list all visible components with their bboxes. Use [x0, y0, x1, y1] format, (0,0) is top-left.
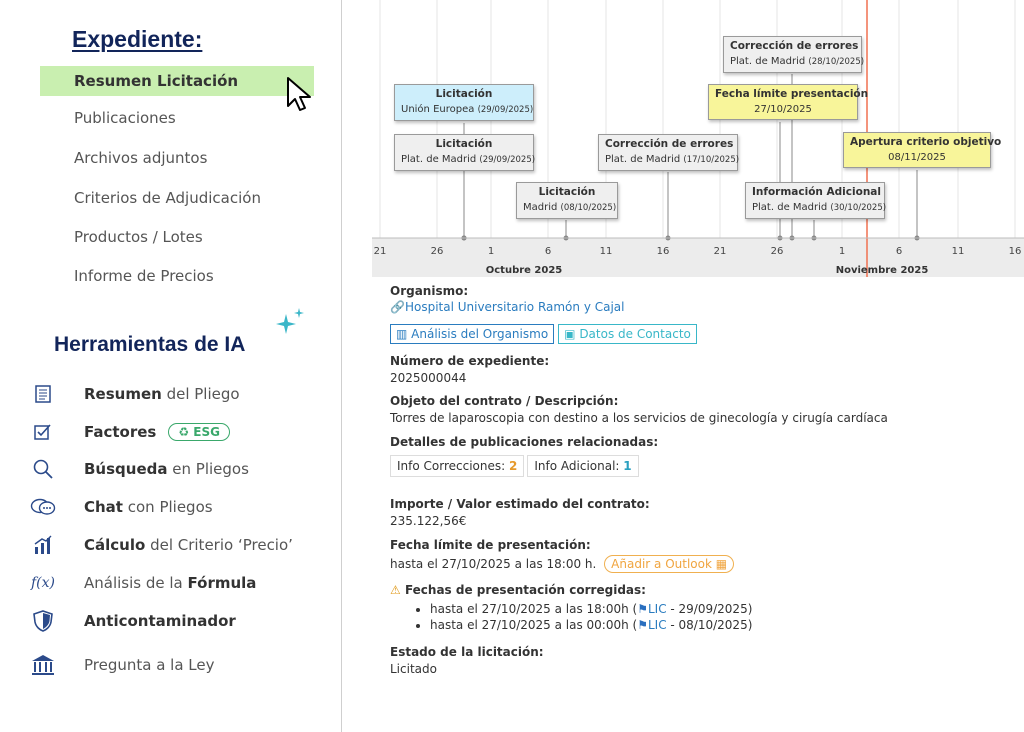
event-sub: Plat. de Madrid	[730, 56, 806, 67]
tick-label: 6	[544, 246, 552, 257]
event-sub: Madrid	[523, 202, 558, 213]
tick-label: 1	[838, 246, 846, 257]
contacto-label: Datos de Contacto	[579, 327, 691, 341]
importe-value: 235.122,56€	[390, 514, 467, 528]
flag-icon: ⚑	[637, 602, 648, 616]
lic-link[interactable]: LIC	[647, 602, 667, 616]
event-sub: Plat. de Madrid	[752, 202, 828, 213]
tool-anticontaminador[interactable]	[30, 608, 236, 634]
expediente-value: 2025000044	[390, 371, 467, 385]
pill-label: Info Adicional:	[534, 459, 620, 473]
tool-bold: Resumen	[84, 385, 162, 403]
datos-contacto-button[interactable]	[558, 324, 697, 344]
search-icon	[30, 458, 56, 480]
shield-icon	[30, 610, 56, 632]
event-title: Fecha límite presentación	[715, 88, 869, 100]
tick-label: 21	[373, 246, 387, 257]
event-date: (29/09/2025)	[477, 105, 534, 115]
analisis-label: Análisis del Organismo	[411, 327, 549, 341]
timeline-event-apertura[interactable]	[843, 132, 1002, 168]
tool-bold: Fórmula	[187, 574, 257, 592]
detalles-label: Detalles de publicaciones relacionadas:	[390, 435, 659, 449]
nav-item-resumen-licitacion[interactable]: Resumen Licitación	[40, 66, 314, 96]
info-correcciones-pill[interactable]	[390, 455, 524, 477]
document-list-icon	[30, 383, 56, 405]
analisis-organismo-button[interactable]	[390, 324, 554, 344]
tool-rest: del Criterio ‘Precio’	[145, 536, 293, 554]
mouse-cursor-icon	[286, 76, 316, 112]
event-title: Corrección de errores	[605, 138, 734, 150]
event-date: (30/10/2025)	[830, 203, 887, 213]
ia-tools-title: Herramientas de IA	[54, 333, 246, 356]
fechas-corregidas-heading	[390, 583, 1020, 597]
timeline	[372, 0, 1024, 277]
fecha-post: - 08/10/2025)	[666, 618, 753, 632]
expediente-title: Expediente:	[72, 26, 203, 52]
details-panel	[390, 284, 1020, 676]
event-sub: Plat. de Madrid	[605, 154, 681, 165]
event-date: (29/09/2025)	[479, 155, 536, 165]
corregidas-label: Fechas de presentación corregidas:	[404, 583, 646, 597]
tool-bold: Chat	[84, 498, 123, 516]
timeline-event-licitacion-madrid[interactable]	[516, 182, 618, 219]
checkbox-icon	[30, 421, 56, 443]
nav-item-archivos-adjuntos[interactable]: Archivos adjuntos	[74, 149, 208, 167]
sparkle-icon	[272, 306, 306, 340]
expediente-label: Número de expediente:	[390, 354, 550, 368]
tick-label: 1	[487, 246, 495, 257]
objeto-value: Torres de laparoscopia con destino a los servicios de ginecología y cirugía cardíaca	[390, 411, 888, 425]
nav-item-productos-lotes[interactable]: Productos / Lotes	[74, 228, 203, 246]
link-icon: 🔗	[390, 300, 405, 314]
tick-label: 16	[656, 246, 670, 257]
fecha-limite-label: Fecha límite de presentación:	[390, 538, 591, 552]
event-title: Licitación	[435, 88, 493, 100]
event-sub: 08/11/2025	[888, 152, 946, 163]
fechas-corregidas-list	[390, 601, 1020, 633]
bar-chart-icon	[30, 534, 56, 556]
tool-rest: del Pliego	[161, 385, 240, 403]
calendar-icon: ▦	[715, 557, 728, 571]
tool-pre: Análisis de la	[84, 574, 188, 592]
lic-link[interactable]: LIC	[647, 618, 667, 632]
tool-busqueda-pliegos[interactable]	[30, 456, 249, 482]
month-label-octubre: Octubre 2025	[485, 265, 563, 276]
function-icon: f(x)	[30, 575, 55, 591]
nav-item-criterios-adjudicacion[interactable]: Criterios de Adjudicación	[74, 189, 261, 207]
tool-bold: Cálculo	[84, 536, 146, 554]
warning-icon: ⚠	[390, 583, 401, 597]
info-adicional-pill[interactable]	[527, 455, 638, 477]
tool-resumen-pliego[interactable]	[30, 381, 240, 407]
tick-label: 16	[1008, 246, 1022, 257]
fecha-pre: hasta el 27/10/2025 a las 18:00h (	[430, 602, 638, 616]
nav-item-informe-precios[interactable]: Informe de Precios	[74, 267, 214, 285]
organismo-value: Hospital Universitario Ramón y Cajal	[404, 300, 625, 314]
pill-count: 2	[509, 459, 518, 473]
tool-rest: en Pliegos	[167, 460, 249, 478]
pill-count: 1	[623, 459, 632, 473]
sidebar	[0, 0, 342, 732]
timeline-event-correccion-17[interactable]	[598, 134, 738, 171]
importe-label: Importe / Valor estimado del contrato:	[390, 497, 650, 511]
tool-pregunta-ley[interactable]	[30, 652, 215, 678]
tool-rest: Pregunta a la Ley	[84, 656, 215, 674]
estado-label: Estado de la licitación:	[390, 645, 544, 659]
tick-label: 6	[895, 246, 903, 257]
tool-chat-pliegos[interactable]	[30, 494, 213, 520]
timeline-event-info-adicional[interactable]	[745, 182, 885, 219]
timeline-event-correccion-28[interactable]	[723, 36, 865, 73]
fecha-post: - 29/09/2025)	[666, 602, 753, 616]
event-date: (17/10/2025)	[683, 155, 740, 165]
event-date: (28/10/2025)	[808, 57, 865, 67]
chat-bubble-icon	[30, 496, 56, 518]
tick-label: 26	[770, 246, 784, 257]
tool-bold: Factores	[84, 423, 157, 441]
event-title: Información Adicional	[752, 186, 881, 198]
nav-item-publicaciones[interactable]: Publicaciones	[74, 109, 176, 127]
fecha-limite-value: hasta el 27/10/2025 a las 18:00 h.	[390, 557, 597, 571]
main-content	[342, 0, 1024, 732]
tick-label: 21	[713, 246, 727, 257]
organismo-label: Organismo:	[390, 284, 469, 298]
courthouse-icon	[30, 654, 56, 676]
event-sub: 27/10/2025	[754, 104, 812, 115]
tool-bold: Búsqueda	[84, 460, 168, 478]
bar-chart-icon: ▥	[396, 327, 412, 341]
tick-label: 26	[430, 246, 444, 257]
organismo-link[interactable]	[390, 300, 1020, 314]
tick-label: 11	[599, 246, 613, 257]
event-title: Licitación	[538, 186, 596, 198]
esg-badge: ♻ ESG	[168, 423, 230, 441]
event-date: (08/10/2025)	[560, 203, 617, 213]
flag-icon: ⚑	[637, 618, 648, 632]
timeline-event-fecha-limite[interactable]	[708, 84, 869, 120]
list-item	[430, 601, 1020, 617]
event-sub: Plat. de Madrid	[401, 154, 477, 165]
tick-label: 11	[951, 246, 965, 257]
tool-rest: con Pliegos	[122, 498, 213, 516]
add-outlook-button[interactable]	[604, 555, 734, 573]
tool-factores[interactable]	[30, 419, 230, 445]
estado-value: Licitado	[390, 662, 437, 676]
timeline-event-licitacion-plat[interactable]	[394, 134, 534, 171]
contact-card-icon: ▣	[564, 327, 580, 341]
tool-calculo-precio[interactable]	[30, 532, 293, 558]
objeto-label: Objeto del contrato / Descripción:	[390, 394, 619, 408]
fecha-pre: hasta el 27/10/2025 a las 00:00h (	[430, 618, 638, 632]
outlook-label: Añadir a Outlook	[611, 557, 712, 571]
list-item	[430, 617, 1020, 633]
tool-analisis-formula[interactable]	[30, 570, 256, 596]
tool-bold: Anticontaminador	[84, 612, 236, 630]
event-title: Apertura criterio objetivo	[850, 136, 1002, 148]
pill-label: Info Correcciones:	[397, 459, 506, 473]
event-title: Licitación	[435, 138, 493, 150]
month-label-noviembre: Noviembre 2025	[835, 265, 929, 276]
timeline-event-licitacion-ue[interactable]	[394, 84, 534, 121]
event-title: Corrección de errores	[730, 40, 859, 52]
event-sub: Unión Europea	[401, 104, 475, 115]
